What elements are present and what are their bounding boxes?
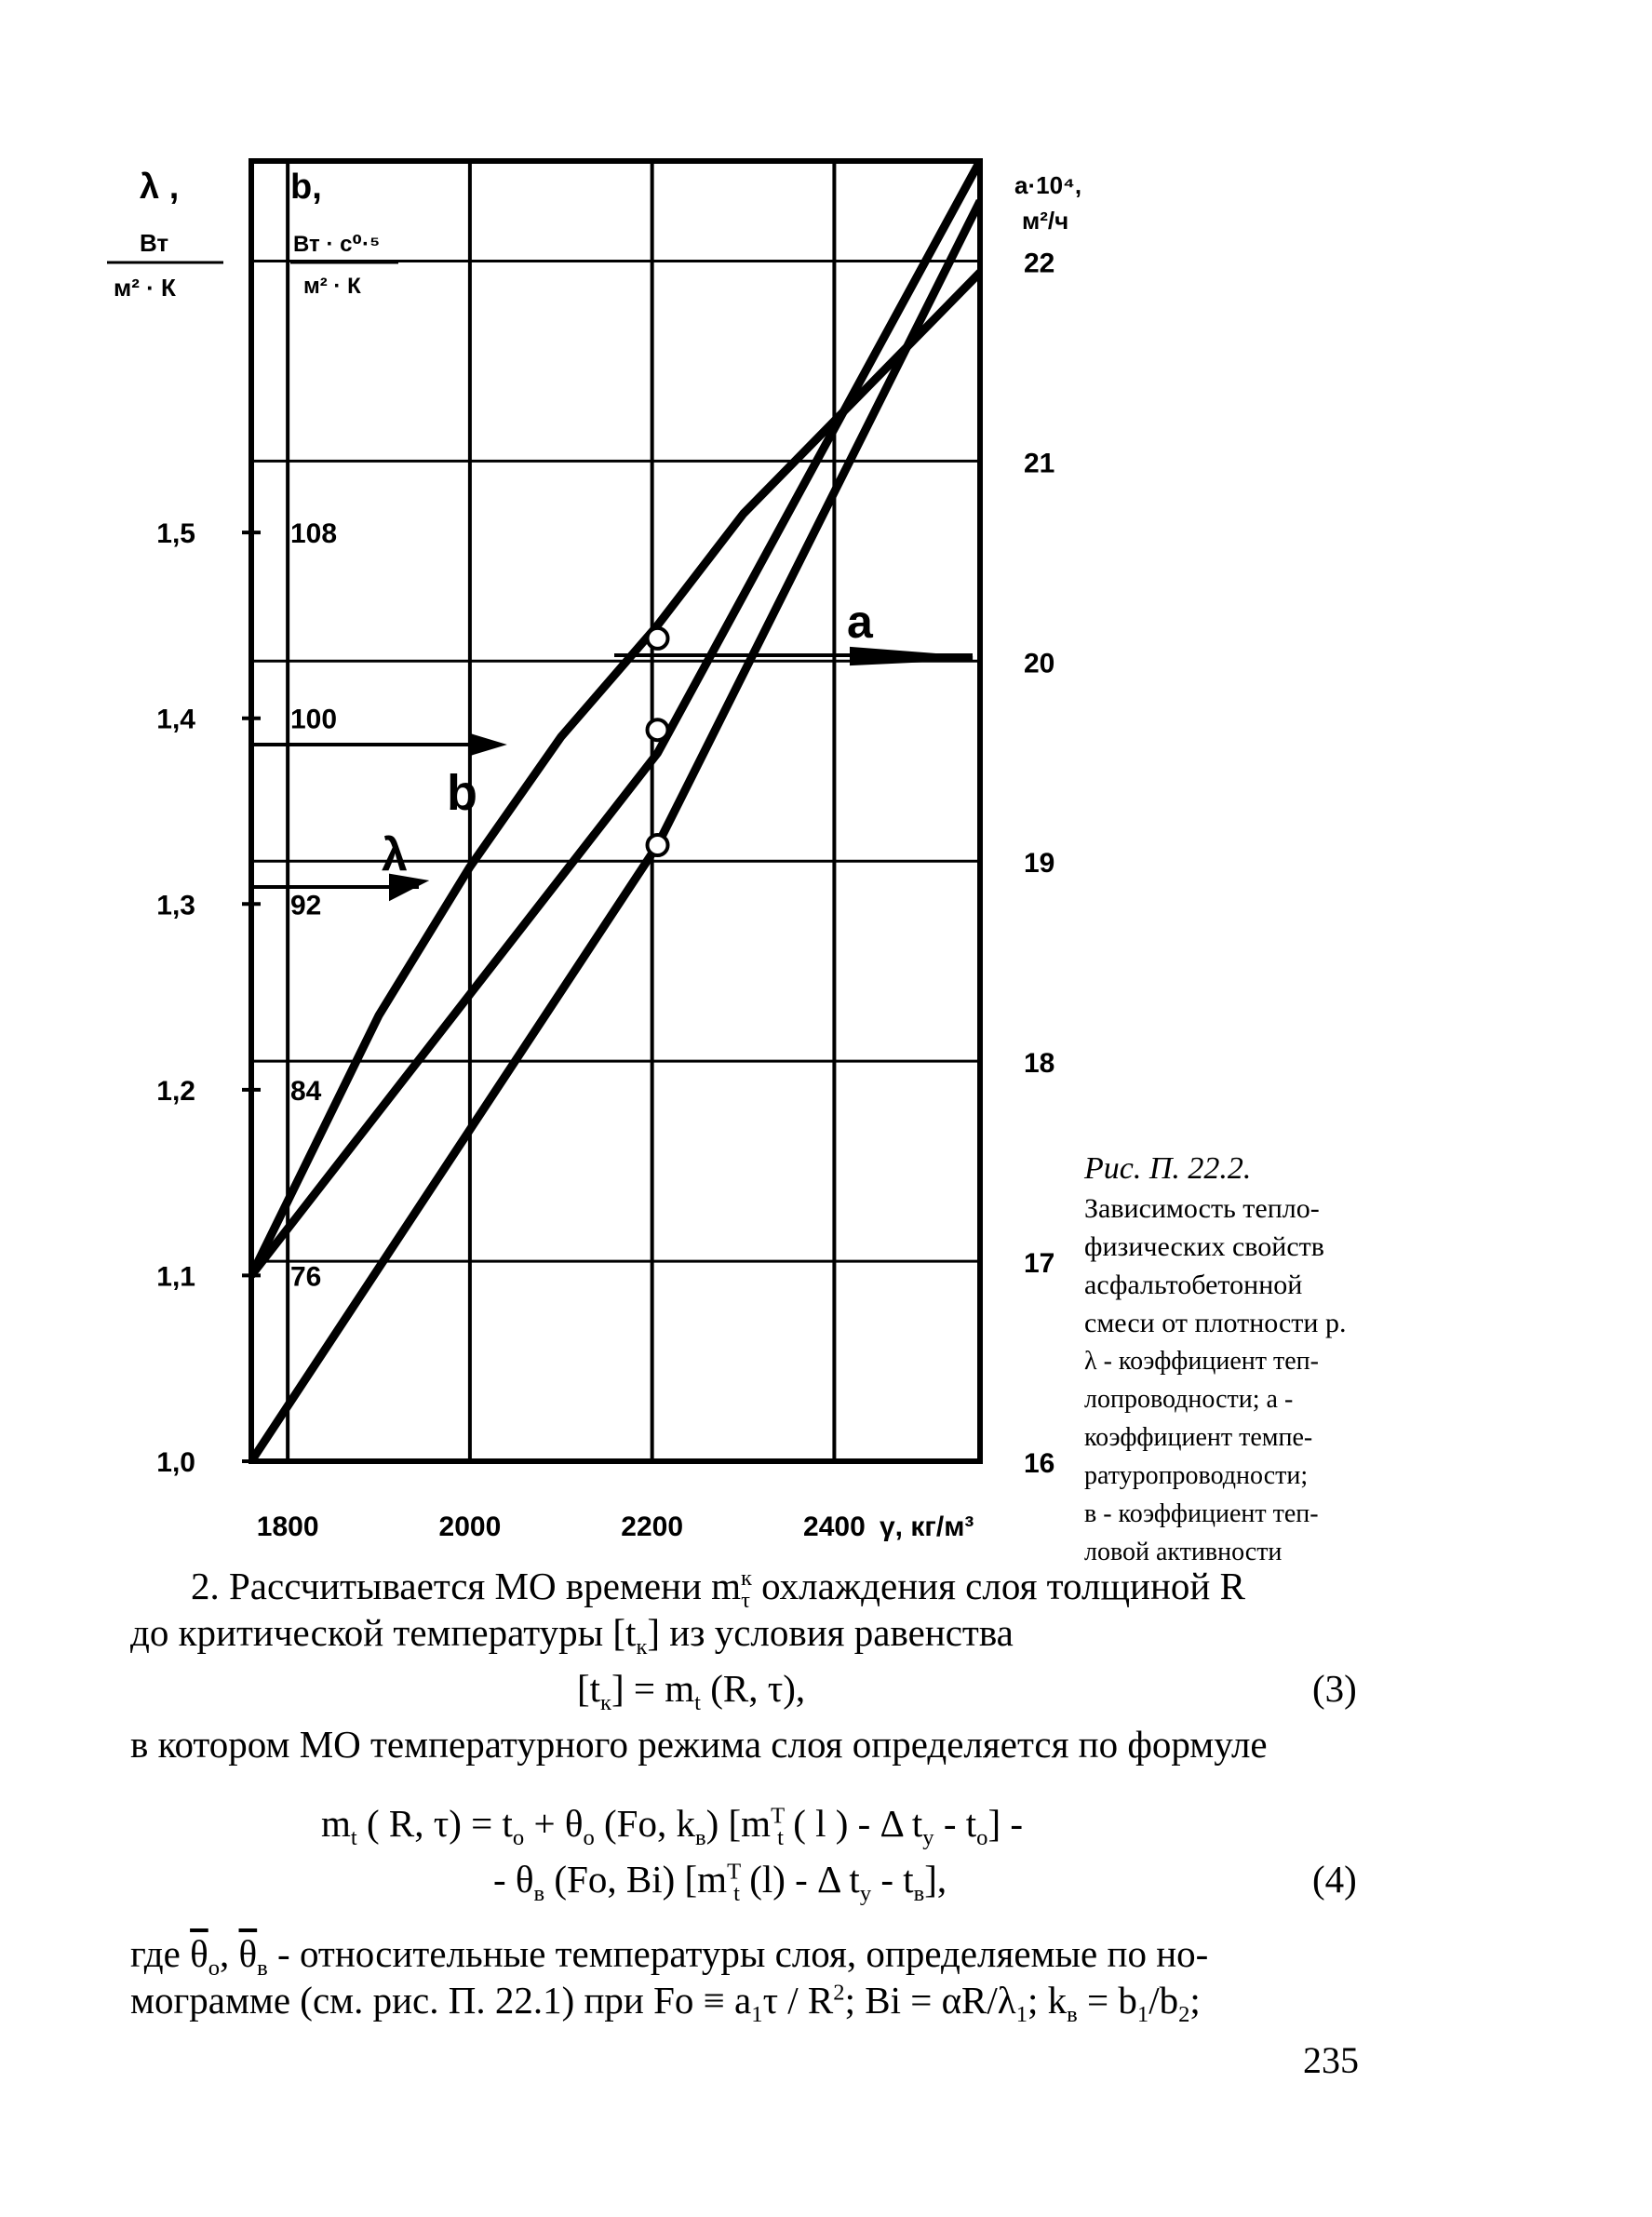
right-axis-tick-label: 16: [1024, 1448, 1055, 1479]
x-tick-label: 2000: [438, 1512, 502, 1542]
caption-legend-line: λ - коэффициент теп-: [1084, 1347, 1319, 1376]
series-label-b: b: [447, 765, 477, 821]
b-arrow-head: [470, 735, 501, 754]
right-axis-tick-label: 20: [1024, 648, 1055, 679]
lambda-axis-unit-den: м² · К: [114, 274, 176, 302]
paragraph-2-line-2: до критической температуры $[t_к]$ из условия равенства: [130, 1611, 1014, 1660]
b-tick-label: 108: [290, 518, 338, 550]
a-axis-unit: м²/ч: [1022, 207, 1069, 235]
data-point-marker: [648, 628, 668, 649]
x-tick-label: 2200: [621, 1512, 684, 1542]
series-line-a: [251, 201, 980, 1461]
figure-caption: [1084, 1149, 1391, 1571]
data-point-marker: [648, 719, 668, 740]
equation-3-number: (3): [1312, 1667, 1357, 1710]
equation-3: $[t_к] = m_t$ (R, τ),: [577, 1667, 806, 1716]
b-axis-unit-num: Вт · с⁰·⁵: [293, 232, 381, 257]
lambda-axis-symbol: λ ,: [140, 168, 180, 207]
caption-legend-line: ратуропроводности;: [1084, 1461, 1309, 1490]
lambda-tick-label: 1,5: [156, 518, 195, 550]
a-axis-label: а·10⁴,: [1014, 171, 1082, 199]
x-tick-label: 1800: [256, 1512, 319, 1542]
lambda-tick-label: 1,2: [156, 1075, 195, 1107]
lambda-tick-label: 1,0: [156, 1447, 195, 1478]
x-tick-label: 2400: [803, 1512, 866, 1542]
paragraph-4-line-2: мограмме (см. рис. П. 22.1) при $Fo \equiv a_1\tau / R^2$; $Bi = \alpha R/\lambda_1$; $k_в = b_1/b_2$;: [130, 1979, 1201, 2028]
b-axis-symbol: b,: [290, 168, 322, 207]
caption-legend-line: коэффициент темпе-: [1084, 1423, 1313, 1452]
caption-title: Рис. П. 22.2.: [1084, 1151, 1252, 1186]
paragraph-2-line-1: 2. Рассчитывается МО времени $m_\tau^к$ охлаждения слоя толщиной R: [191, 1565, 1245, 1614]
x-axis-label: γ, кг/м³: [880, 1512, 974, 1542]
b-tick-label: 92: [290, 890, 322, 921]
series-label-a: a: [847, 596, 873, 648]
equation-4-number: (4): [1312, 1858, 1357, 1901]
caption-legend-line: в - коэффициент теп-: [1084, 1499, 1319, 1528]
right-axis-tick-label: 21: [1024, 448, 1055, 479]
right-axis-tick-label: 18: [1024, 1048, 1055, 1080]
caption-line: смеси от плотности р.: [1084, 1308, 1347, 1338]
equation-4-line-2: - $\theta_в$ (Fo, Bi) [$m^T_t$ (l) - Δ $t_y - t_в$],: [493, 1858, 947, 1907]
caption-legend-line: лопроводности; а -: [1084, 1385, 1294, 1414]
page-number: 235: [1303, 2039, 1359, 2081]
caption-line: физических свойств: [1084, 1231, 1324, 1262]
equation-4-line-1: $m_t$ ( R, $\tau) = t_о + \theta_о$ (Fo, $k_в$) [$m^T_t$ ( l ) - Δ $t_y - t_о$] -: [321, 1802, 1023, 1851]
right-axis-tick-label: 17: [1024, 1248, 1055, 1280]
caption-line: Зависимость тепло-: [1084, 1193, 1320, 1224]
b-tick-label: 76: [290, 1261, 322, 1293]
series-label-lambda: λ: [382, 828, 408, 880]
lambda-tick-label: 1,3: [156, 890, 195, 921]
b-axis-unit-den: м² · К: [303, 274, 361, 299]
series-line-b: [251, 161, 980, 1275]
caption-legend-line: ловой активности: [1084, 1538, 1283, 1566]
caption-line: асфальтобетонной: [1084, 1270, 1303, 1300]
lambda-tick-label: 1,1: [156, 1261, 195, 1293]
paragraph-3: в котором МО температурного режима слоя определяется по формуле: [130, 1723, 1268, 1766]
right-axis-tick-label: 22: [1024, 248, 1055, 279]
paragraph-4-line-1: где $\overline{\theta}_о$, $\overline{\theta}_в$ - относительные температуры слоя, определяемые по но-: [130, 1932, 1209, 1982]
b-tick-label: 100: [290, 704, 338, 735]
chart-curves: [251, 161, 980, 1461]
lambda-axis-unit-num: Вт: [140, 229, 169, 257]
data-point-marker: [648, 835, 668, 855]
lambda-tick-label: 1,4: [156, 704, 195, 735]
right-axis-tick-label: 19: [1024, 848, 1055, 880]
b-tick-label: 84: [290, 1075, 322, 1107]
